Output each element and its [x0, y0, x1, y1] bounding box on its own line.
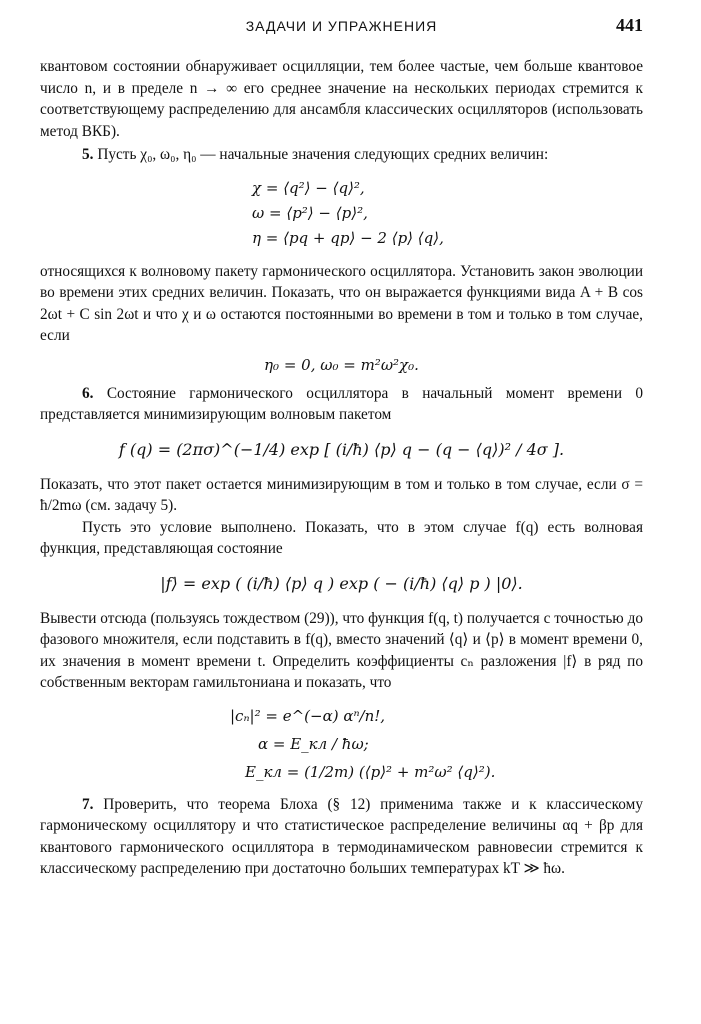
- equation-eta: η = ⟨pq + qp⟩ − 2 ⟨p⟩ ⟨q⟩,: [252, 228, 444, 247]
- equation-group-6: [40, 702, 643, 786]
- equation-alpha: α = E_кл / ħω;: [258, 734, 369, 753]
- equation-initial-conditions: η₀ = 0, ω₀ = m²ω²χ₀.: [264, 355, 419, 374]
- problem-6-paragraph: [40, 383, 643, 426]
- running-title: ЗАДАЧИ И УПРАЖНЕНИЯ: [245, 18, 438, 34]
- problem-6-continuation-1: Показать, что этот пакет остается минимизирующим в том и только в том случае, если σ = ħ/2mω (см. задачу 5).: [40, 475, 643, 514]
- equation-cn-squared: |cₙ|² = e^(−α) αⁿ/n!,: [230, 706, 386, 725]
- page-header: [40, 14, 643, 40]
- equation-wave-packet: f (q) = (2πσ)^(−1/4) exp [ (i/ħ) ⟨p⟩ q − (q − ⟨q⟩)² / 4σ ].: [118, 439, 565, 459]
- equation-state-vector: |f⟩ = exp ( (i/ħ) ⟨p⟩ q ) exp ( − (i/ħ) ⟨q⟩ p ) |0⟩.: [160, 573, 523, 593]
- equation-omega: ω = ⟨p²⟩ − ⟨p⟩²,: [252, 203, 368, 222]
- problem-5-text: Пусть χ₀, ω₀, η₀ — начальные значения следующих средних величин:: [97, 146, 549, 163]
- equation-classical-energy: E_кл = (1/2m) (⟨p⟩² + m²ω² ⟨q⟩²).: [245, 762, 496, 781]
- equation-chi: χ = ⟨q²⟩ − ⟨q⟩²,: [252, 178, 365, 197]
- page-content: [40, 56, 643, 880]
- problem-6-text: Состояние гармонического осциллятора в начальный момент времени 0 представляется минимизирующим волновым пакетом: [40, 384, 643, 423]
- problem-6-continuation-3: Вывести отсюда (пользуясь тождеством (29)), что функция f(q, t) получается с точностью до фазового множителя, если подставить в f(q), вместо значений ⟨q⟩ и ⟨p⟩ в момент времени 0, их значения в момент времени t. Определить коэффициенты cₙ разложения |f⟩ в ряд по собственным векторам гамильтониана и показать, что: [40, 609, 643, 691]
- equation-group-5: [252, 176, 643, 251]
- problem-5-paragraph: [40, 144, 643, 166]
- page-number: 441: [616, 15, 643, 35]
- problem-7-text: Проверить, что теорема Блоха (§ 12) применима также и к классическому гармоническому осциллятору и что статистическое распределение величины αq + βp для квантового гармонического осциллятора в термодинамическом равновесии стремится к классическому распределению при достаточно больших температурах kT ≫ ħω.: [40, 795, 643, 877]
- problem-7-number: 7.: [82, 795, 94, 813]
- problem-5-number: 5.: [82, 146, 94, 163]
- problem-5-continuation: относящихся к волновому пакету гармонического осциллятора. Установить закон эволюции во времени этих средних величин. Показать, что он выражается функциями вида A + B cos 2ωt + C sin 2ωt и что χ и ω остаются постоянными во времени в том и только в том случае, если: [40, 262, 643, 344]
- problem-6-continuation-2: Пусть это условие выполнено. Показать, что в этом случае f(q) есть волновая функция, представляющая состояние: [40, 518, 643, 557]
- problem-7-paragraph: [40, 794, 643, 880]
- intro-paragraph: квантовом состоянии обнаруживает осцилляции, тем более частые, чем больше квантовое число n, и в пределе n → ∞ его среднее значение на нескольких периодах стремится к соответствующему распределению для ансамбля классических осцилляторов (использовать метод ВКБ).: [40, 58, 643, 140]
- problem-6-number: 6.: [82, 384, 94, 402]
